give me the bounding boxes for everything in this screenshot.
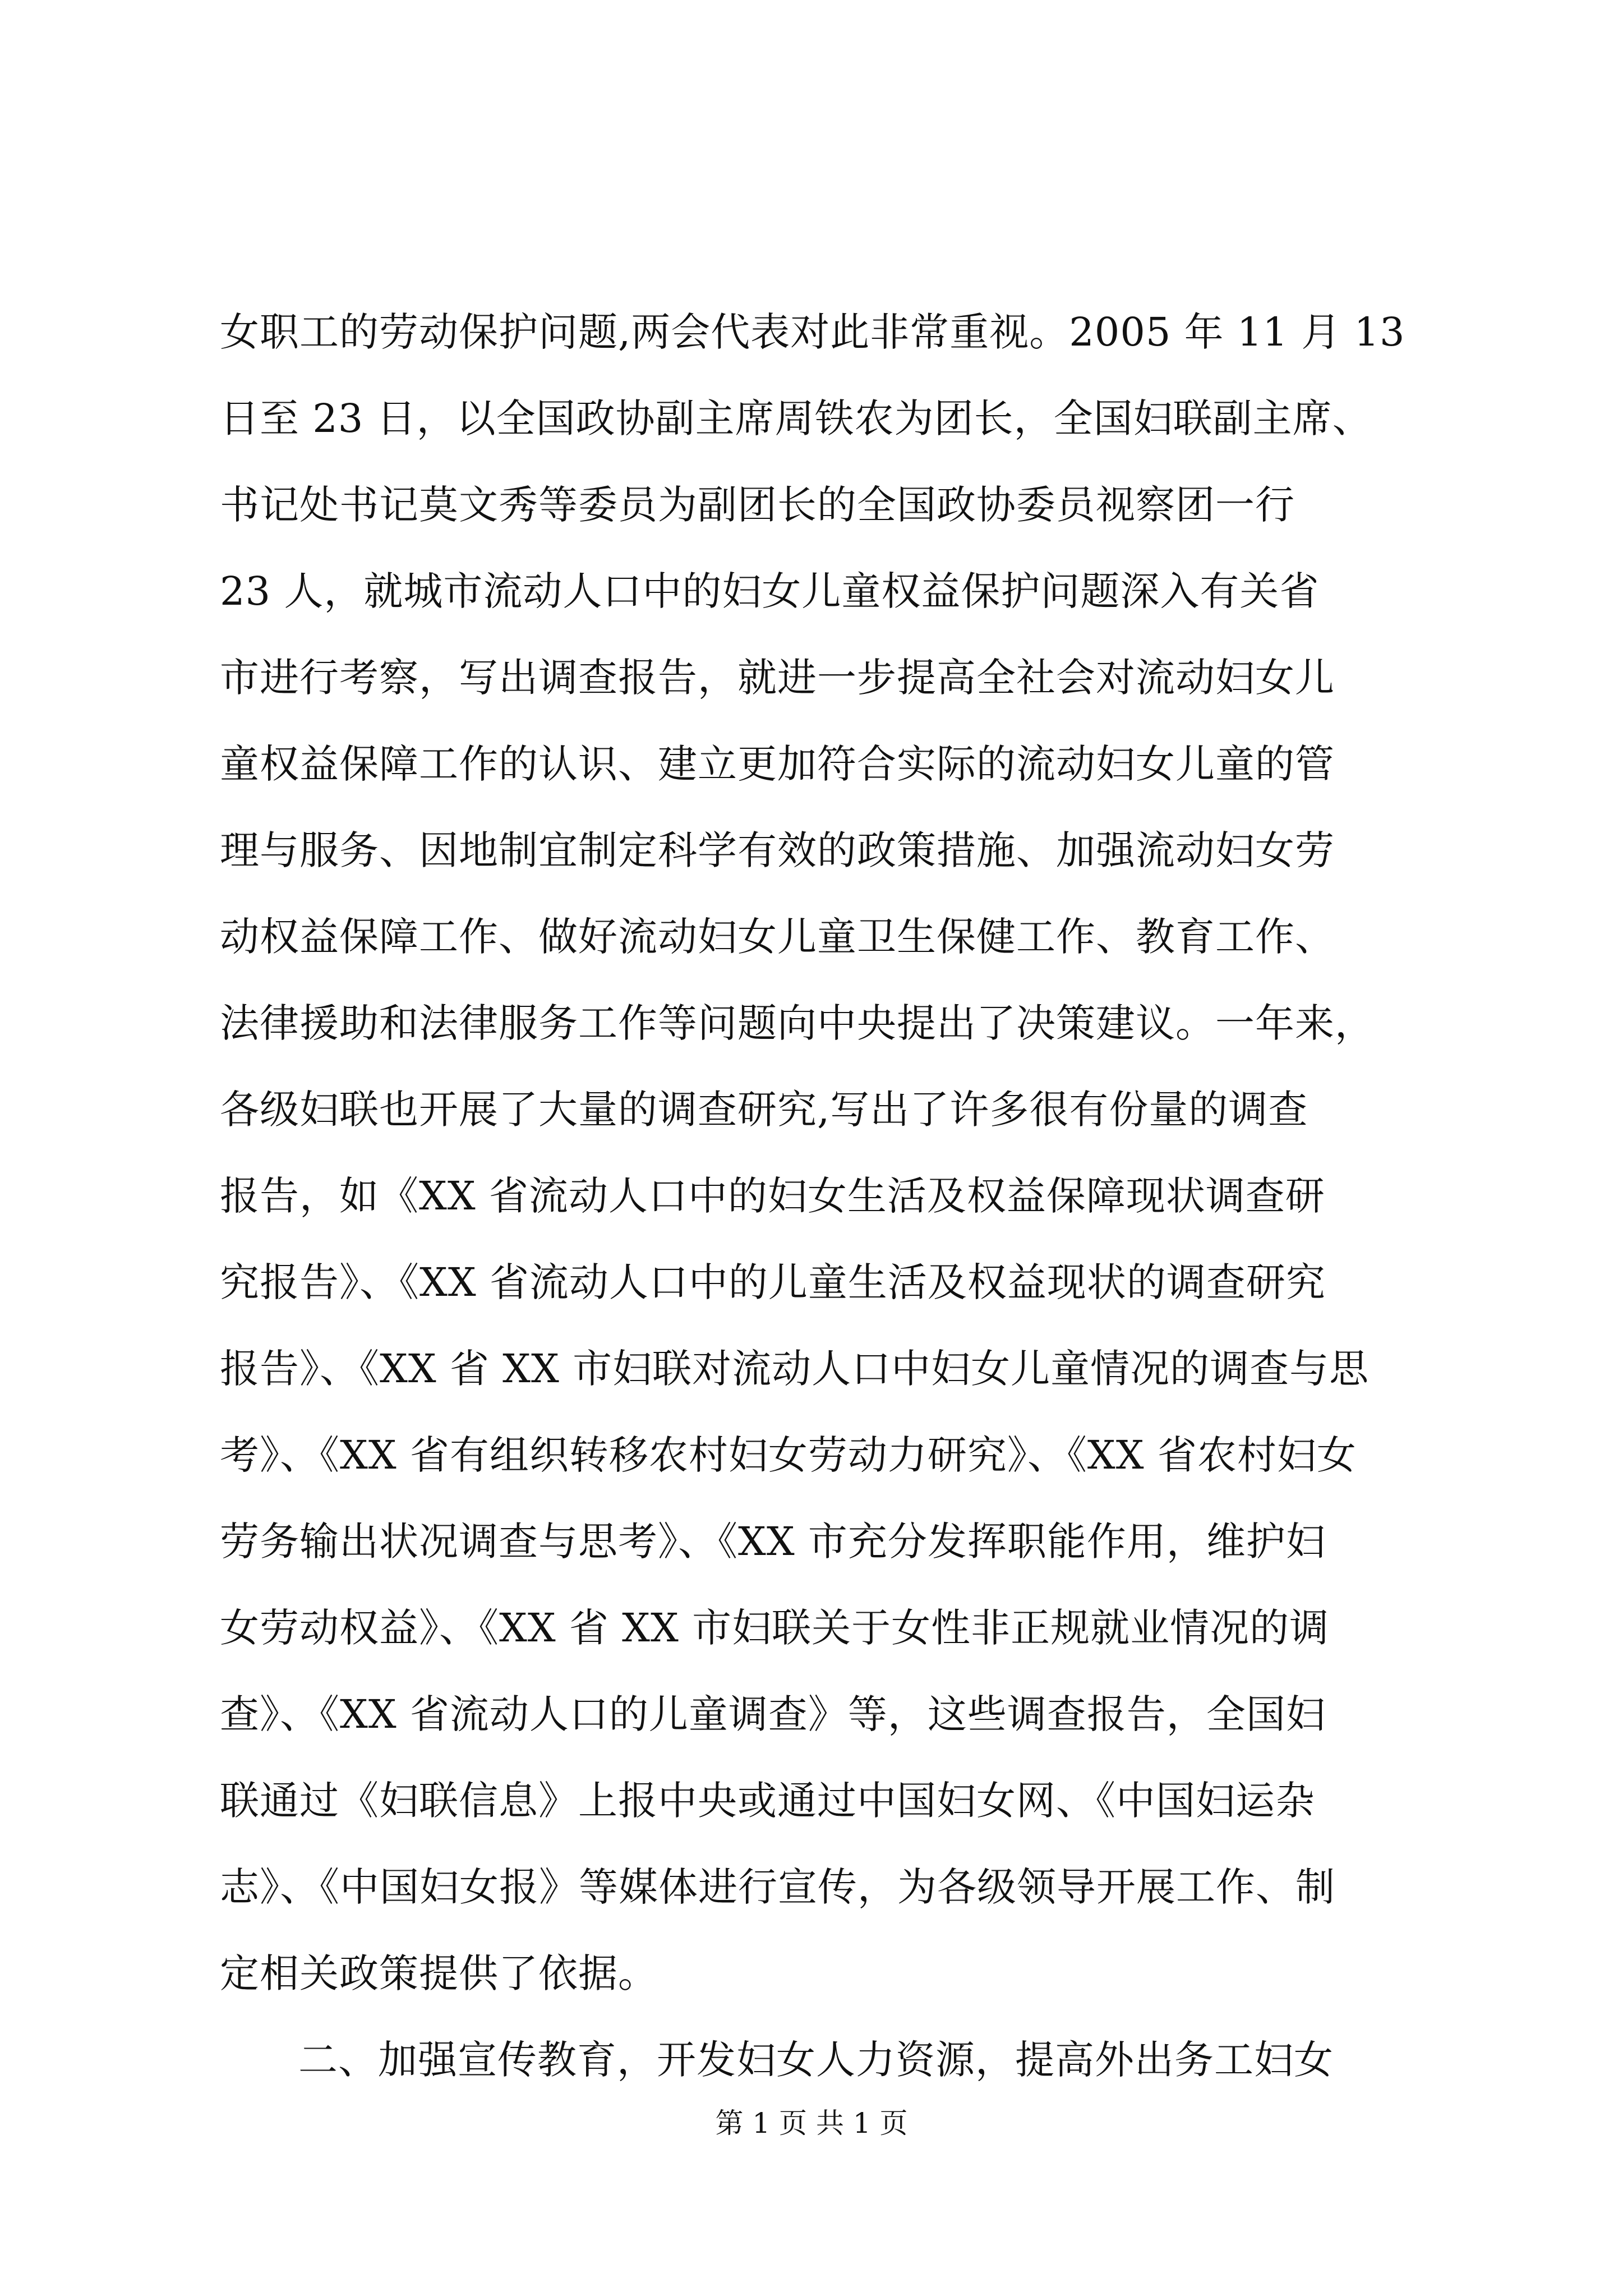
text-line: 各级妇联也开展了大量的调查研究,写出了许多很有份量的调查 [220,1087,1308,1133]
text-line: 书记处书记莫文秀等委员为副团长的全国政协委员视察团一行 [220,482,1295,528]
text-line: 市进行考察，写出调查报告，就进一步提高全社会对流动妇女儿 [220,655,1335,701]
text-line: 23 人，就城市流动人口中的妇女儿童权益保护问题深入有关省 [220,568,1320,614]
text-line: 女劳动权益》、《XX 省 XX 市妇联关于女性非正规就业情况的调 [220,1605,1330,1651]
text-line: 考》、《XX 省有组织转移农村妇女劳动力研究》、《XX 省农村妇女 [220,1432,1357,1478]
text-line: 查》、《XX 省流动人口的儿童调查》等，这些调查报告，全国妇 [220,1691,1326,1737]
text-line: 日至 23 日，以全国政协副主席周铁农为团长，全国妇联副主席、 [220,395,1372,441]
text-line: 志》、《中国妇女报》等媒体进行宣传，为各级领导开展工作、制 [220,1864,1335,1910]
text-line: 女职工的劳动保护问题,两会代表对此非常重视。2005 年 11 月 13 [220,309,1405,355]
text-line: 童权益保障工作的认识、建立更加符合实际的流动妇女儿童的管 [220,741,1335,787]
text-line: 理与服务、因地制宜制定科学有效的政策措施、加强流动妇女劳 [220,827,1335,873]
section-heading-line: 二、加强宣传教育，开发妇女人力资源，提高外出务工妇女 [298,2037,1334,2083]
text-line: 劳务输出状况调查与思考》、《XX 市充分发挥职能作用，维护妇 [220,1519,1326,1565]
page-footer: 第 1 页 共 1 页 [715,2107,908,2139]
text-line: 报告》、《XX 省 XX 市妇联对流动人口中妇女儿童情况的调查与思 [220,1346,1370,1392]
document-body [220,289,1454,2103]
text-line: 究报告》、《XX 省流动人口中的儿童生活及权益现状的调查研究 [220,1259,1326,1305]
text-line: 法律援助和法律服务工作等问题向中央提出了决策建议。一年来， [220,1000,1375,1046]
text-line: 报告，如《XX 省流动人口中的妇女生活及权益保障现状调查研 [220,1173,1325,1219]
text-line: 联通过《妇联信息》上报中央或通过中国妇女网、《中国妇运杂 [220,1778,1315,1824]
text-line: 定相关政策提供了依据。 [220,1950,658,1996]
text-line: 动权益保障工作、做好流动妇女儿童卫生保健工作、教育工作、 [220,914,1335,960]
